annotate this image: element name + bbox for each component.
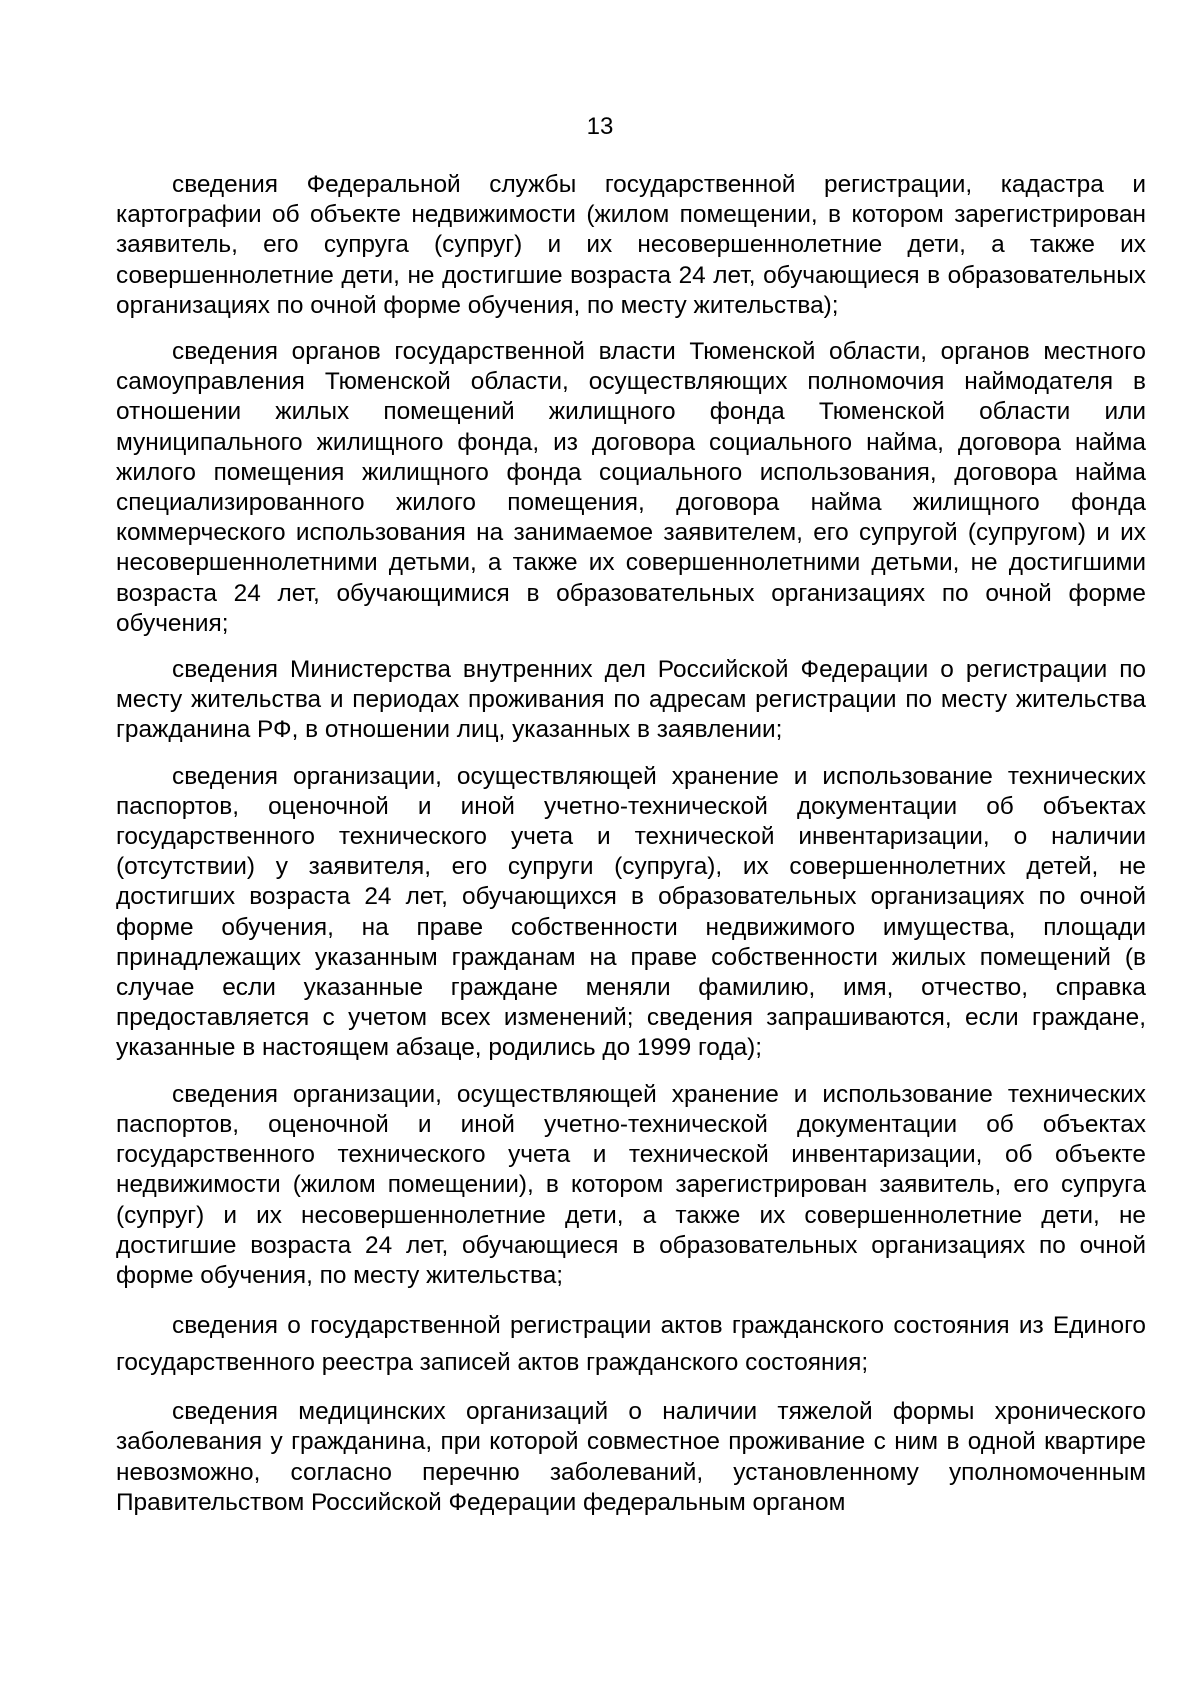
paragraph-bti-residence: сведения организации, осуществляющей хранение и использование технических паспортов, оценочной и иной учетно-технической документации об объектах государственного технического учета и технической инвентаризации, об объекте недвижимости (жилом помещении), в котором зарегистрирован заявитель, его супруга (супруг) и их несовершеннолетние дети, а также их совершеннолетние дети, не достигшие возраста 24 лет, обучающиеся в образовательных организациях по очной форме обучения, по месту жительства;: [116, 1080, 1146, 1289]
paragraph-rosreestr: сведения Федеральной службы государственной регистрации, кадастра и картографии об объекте недвижимости (жилом помещении, в котором зарегистрирован заявитель, его супруга (супруг) и их несовершеннолетние дети, а также их совершеннолетние дети, не достигшие возраста 24 лет, обучающиеся в образовательных организациях по очной форме обучения, по месту жительства);: [116, 171, 1146, 319]
paragraph-medical-organizations: сведения медицинских организаций о наличии тяжелой формы хронического заболевания у гражданина, при которой совместное проживание с ним в одной квартире невозможно, согласно перечню заболеваний, установленному уполномоченным Правительством Российской Федерации федеральным органом: [116, 1398, 1146, 1516]
paragraph-civil-registry: сведения о государственной регистрации актов гражданского состояния из Единого государственного реестра записей актов гражданского состояния;: [116, 1312, 1146, 1377]
page-number: 13: [586, 113, 614, 140]
paragraph-bti-ownership: сведения организации, осуществляющей хранение и использование технических паспортов, оценочной и иной учетно-технической документации об объектах государственного технического учета и технической инвентаризации, о наличии (отсутствии) у заявителя, его супруги (супруга), их совершеннолетних детей, не достигших возраста 24 лет, обучающихся в образовательных организациях по очной форме обучения, на праве собственности недвижимого имущества, площади принадлежащих указанным гражданам на праве собственности жилых помещений (в случае если указанные граждане меняли фамилию, имя, отчество, справка предоставляется с учетом всех изменений; сведения запрашиваются, если граждане, указанные в настоящем абзаце, родились до 1999 года);: [116, 762, 1146, 1062]
paragraph-social-tenancy: сведения органов государственной власти Тюменской области, органов местного самоуправления Тюменской области, осуществляющих полномочия наймодателя в отношении жилых помещений жилищного фонда Тюменской области или муниципального жилищного фонда, из договора социального найма, договора найма жилого помещения жилищного фонда социального использования, договора найма специализированного жилого помещения, договора найма жилищного фонда коммерческого использования на занимаемое заявителем, его супругой (супругом) и их несовершеннолетними детьми, а также их совершеннолетними детьми, не достигшими возраста 24 лет, обучающимися в образовательных организациях по очной форме обучения;: [116, 338, 1146, 637]
paragraph-mvd-registration: сведения Министерства внутренних дел Российской Федерации о регистрации по месту жительства и периодах проживания по адресам регистрации по месту жительства гражданина РФ, в отношении лиц, указанных в заявлении;: [116, 656, 1146, 744]
document-body: [116, 170, 1146, 1534]
